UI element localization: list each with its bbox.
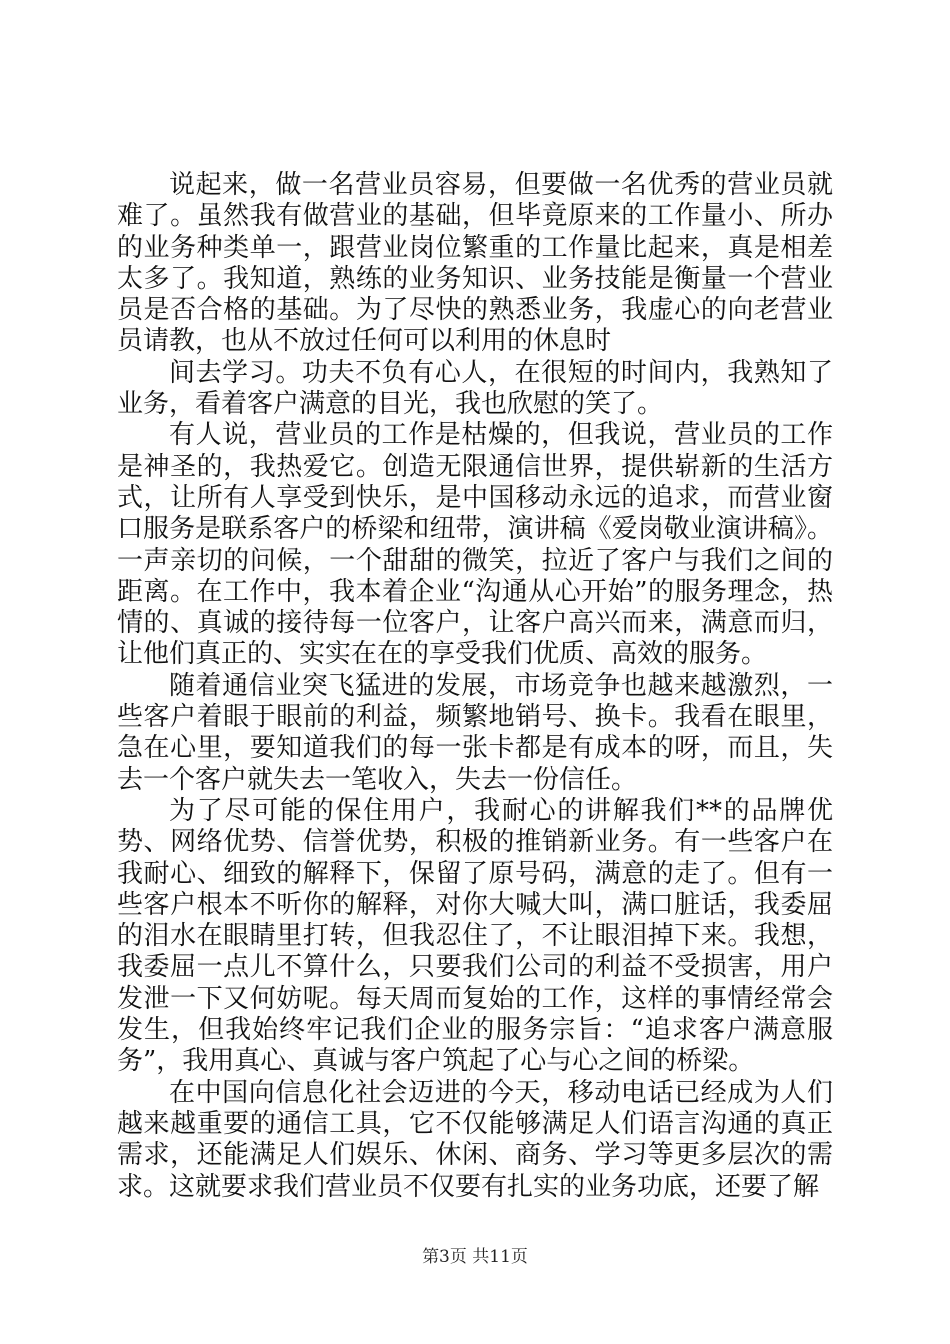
paragraph: 有人说，营业员的工作是枯燥的，但我说，营业员的工作是神圣的，我热爱它。创造无限通信世界，提供崭新的生活方式，让所有人享受到快乐，是中国移动永远的追求，而营业窗口服务是联系客户的桥梁和纽带，演讲稿《爱岗敬业演讲稿》。一声亲切的问候，一个甜甜的微笑，拉近了客户与我们之间的距离。在工作中，我本着企业“沟通从心开始”的服务理念，热情的、真诚的接待每一位客户，让客户高兴而来，满意而归，让他们真正的、实实在在的享受我们优质、高效的服务。 bbox=[117, 420, 833, 670]
page-footer: 第3页 共11页 bbox=[422, 1247, 528, 1267]
paragraph: 为了尽可能的保住用户，我耐心的讲解我们**的品牌优势、网络优势、信誉优势，积极的推销新业务。有一些客户在我耐心、细致的解释下，保留了原号码，满意的走了。但有一些客户根本不听你的解释，对你大喊大叫，满口脏话，我委屈的泪水在眼睛里打转，但我忍住了，不让眼泪掉下来。我想，我委屈一点儿不算什么，只要我们公司的利益不受损害，用户发泄一下又何妨呢。每天周而复始的工作，这样的事情经常会发生，但我始终牢记我们企业的服务宗旨：“追求客户满意服务”，我用真心、真诚与客户筑起了心与心之间的桥梁。 bbox=[117, 795, 833, 1077]
document-body bbox=[117, 170, 833, 1203]
paragraph: 随着通信业突飞猛进的发展，市场竞争也越来越激烈，一些客户着眼于眼前的利益，频繁地销号、换卡。我看在眼里，急在心里，要知道我们的每一张卡都是有成本的呀，而且，失去一个客户就失去一笔收入，失去一份信任。 bbox=[117, 670, 833, 795]
paragraph: 说起来，做一名营业员容易，但要做一名优秀的营业员就难了。虽然我有做营业的基础，但毕竟原来的工作量小、所办的业务种类单一，跟营业岗位繁重的工作量比起来，真是相差太多了。我知道，熟练的业务知识、业务技能是衡量一个营业员是否合格的基础。为了尽快的熟悉业务，我虚心的向老营业员请教，也从不放过任何可以利用的休息时 bbox=[117, 170, 833, 357]
paragraph: 间去学习。功夫不负有心人，在很短的时间内，我熟知了业务，看着客户满意的目光，我也欣慰的笑了。 bbox=[117, 357, 833, 420]
paragraph: 在中国向信息化社会迈进的今天，移动电话已经成为人们越来越重要的通信工具，它不仅能够满足人们语言沟通的真正需求，还能满足人们娱乐、休闲、商务、学习等更多层次的需求。这就要求我们营业员不仅要有扎实的业务功底，还要了解 bbox=[117, 1077, 833, 1202]
